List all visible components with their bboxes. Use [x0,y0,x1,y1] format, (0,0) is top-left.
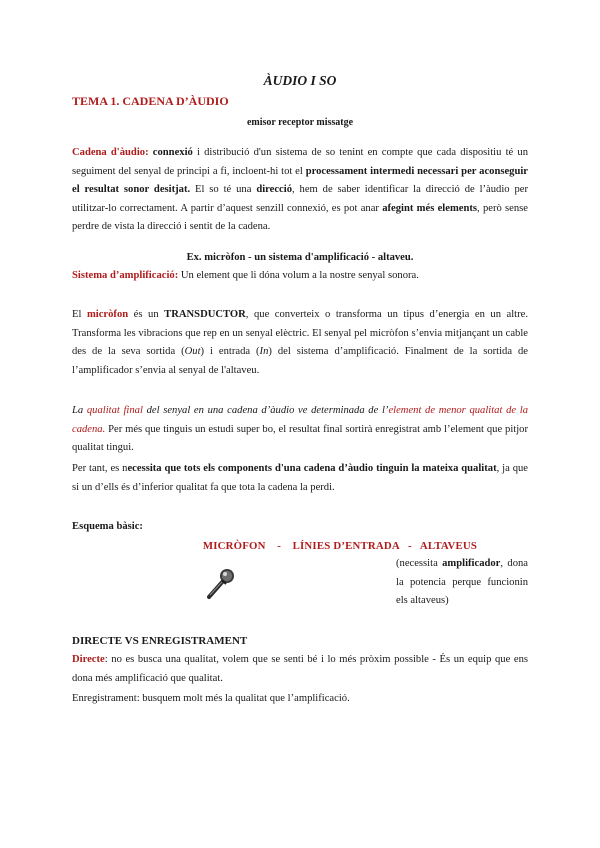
cadena-paragraph [72,144,528,237]
esquema-chain: MICRÒFON - LÍNIES D’ENTRADA - ALTAVEUS [202,540,478,552]
pertant-paragraph [72,460,528,497]
qualitat-italic-1: La [72,405,87,416]
microfon-text-4: ) i entrada ( [200,346,260,357]
esquema-note-text-2: , dona la potencia perque funcionin els altaveus) [396,558,528,606]
communication-flow: emisor receptor missatge [246,117,354,128]
microfon-text-2: és un [128,309,165,320]
pertant-text-1: Per tant, es n [72,463,128,474]
pertant-text-2: , ja que si un d’ells és d’inferior qualitat fa que tota la cadena la perdi. [72,463,528,493]
directe-text: : no es busca una qualitat, volem que se senti bé i lo més pròxim possible - És un equip que ens dona més amplificació que qualitat. [72,654,528,684]
sistema-paragraph [72,267,528,286]
cadena-text-2: El so té una [190,184,257,195]
microfon-text-1: El [72,309,87,320]
cadena-text-3: , hem de saber identificar la direcció de l’àudio per utilitzar-lo correctament. A partir d’aquest senzill connexió, es pot anar [72,184,528,214]
cadena-bold-3: direcció [256,184,293,195]
qualitat-text: Per més que tinguis un estudi super bo, el resultat final sortirà enregistrat amb l’element que pitjor qualitat tingui. [72,423,528,453]
esquema-note-text-1: (necessita [396,558,443,569]
document-title: ÀUDIO I SO [263,73,337,88]
cadena-text-1: i distribució d'un sistema de so tenint en compte que cada dispositiu té un seguiment del senyal de principi a fi, incloent-hi tot el [72,147,529,177]
esquema-note [396,555,528,611]
microfon-term: micròfon [86,309,129,320]
directe-paragraph [72,651,528,688]
directe-term: Directe [72,654,105,665]
directe-heading: DIRECTE VS ENREGISTRAMENT [72,635,248,647]
enregistrament-line: Enregistrament: busquem molt més la qualitat que l’amplificació. [72,693,350,704]
cadena-text-4: , però sense perdre de vista la direcció i sentit de la cadena. [72,202,528,232]
qualitat-highlight-1: qualitat final [86,405,143,416]
cadena-term: Cadena d'àudio: [72,147,149,158]
example-line: Ex. micròfon - un sistema d'amplificació - altaveu. [186,252,414,263]
sistema-text: Un element que li dóna volum a la nostre senyal sonora. [178,270,419,281]
sistema-term: Sistema d’amplificació: [72,270,179,281]
esquema-note-bold: amplificador [442,558,501,569]
esquema-label: Esquema bàsic: [72,521,143,532]
microfon-bold-1: TRANSDUCTOR [164,309,246,320]
cadena-bold-2: processament intermedi necessari per aconseguir el resultat sonor desitjat. [72,165,528,195]
qualitat-italic-2: del senyal en una cadena d’àudio ve determinada de l’ [142,405,389,416]
pertant-bold: ecessita que tots els components d'una cadena d’àudio tinguin la mateixa qualitat [127,463,497,474]
microfon-in: In [259,346,269,357]
microfon-paragraph [72,306,528,380]
qualitat-highlight-2: element de menor qualitat de la cadena. [72,405,528,435]
cadena-bold-4: afegint més elements [382,202,478,214]
microphone-icon [202,565,238,601]
microfon-out: Out [184,346,201,357]
microfon-text-3: , que converteix o transforma un tipus d’energia en un altre. Transforma les vibracions que rep en un senyal elèctric. El senyal pel micròfon s’envia mitjançant un cable des de la seva sortida ( [72,309,528,357]
qualitat-paragraph [72,402,528,458]
cadena-bold-1: connexió [152,147,193,158]
topic-heading: TEMA 1. CADENA D’ÀUDIO [72,94,229,108]
microfon-text-5: ) del sistema d’amplificació. Finalment de la sortida de l’amplificador s’envia al senyal de l'altaveu. [72,346,528,376]
